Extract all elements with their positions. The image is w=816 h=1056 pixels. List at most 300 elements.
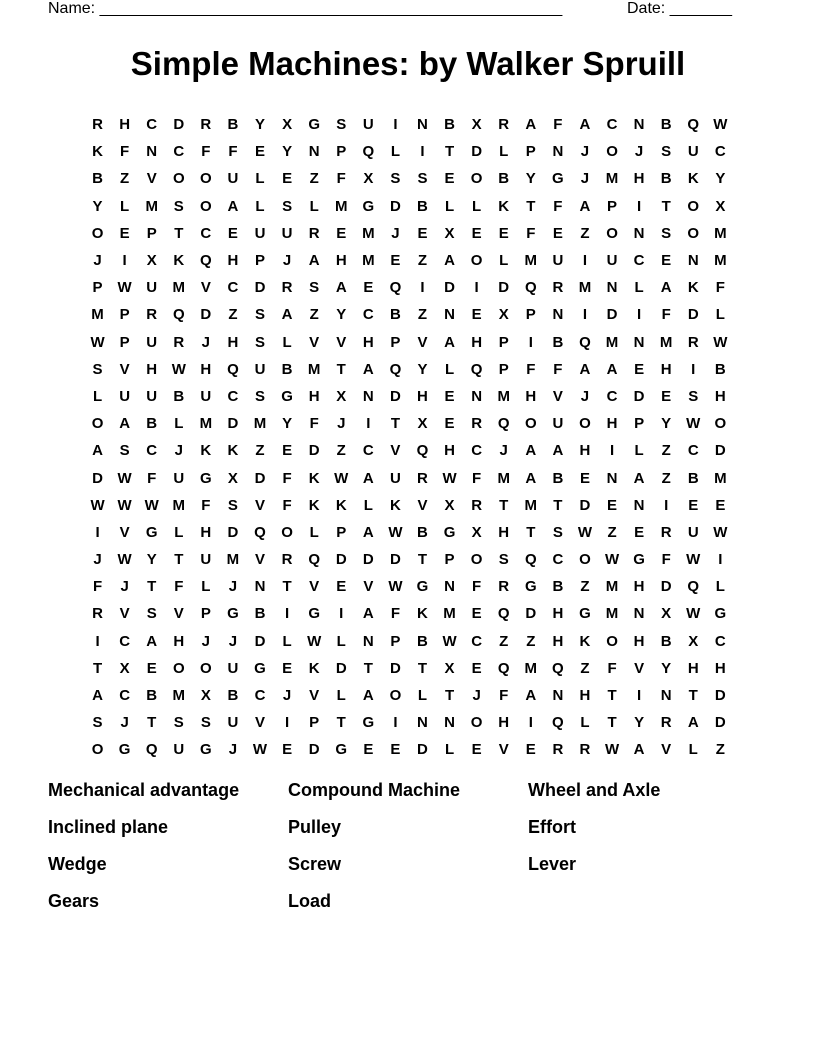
word-list-item: Load bbox=[288, 891, 331, 911]
grid-letter: R bbox=[417, 469, 428, 487]
grid-letter: A bbox=[308, 252, 320, 270]
grid-row bbox=[84, 274, 734, 301]
grid-letter: G bbox=[145, 523, 158, 541]
grid-letter: E bbox=[336, 578, 347, 596]
grid-letter: T bbox=[390, 415, 400, 433]
grid-letter: E bbox=[688, 496, 699, 514]
grid-letter: E bbox=[282, 170, 293, 188]
grid-letter: E bbox=[661, 252, 672, 270]
grid-letter: U bbox=[146, 387, 158, 405]
grid-letter: T bbox=[147, 714, 157, 732]
grid-letter: N bbox=[552, 306, 564, 324]
grid-letter: Q bbox=[254, 523, 266, 541]
grid-letter: M bbox=[714, 224, 727, 242]
grid-row bbox=[84, 546, 734, 573]
grid-letter: N bbox=[687, 252, 699, 270]
grid-letter: F bbox=[526, 360, 536, 378]
grid-row bbox=[84, 573, 734, 600]
grid-letter: U bbox=[687, 523, 699, 541]
grid-letter: B bbox=[254, 605, 266, 623]
grid-letter: D bbox=[687, 306, 699, 324]
grid-letter: J bbox=[580, 387, 590, 405]
grid-letter: L bbox=[309, 523, 319, 541]
grid-letter: E bbox=[525, 741, 536, 759]
grid-letter: D bbox=[579, 496, 591, 514]
grid-letter: F bbox=[174, 578, 184, 596]
grid-letter: A bbox=[525, 116, 537, 134]
grid-letter: R bbox=[200, 116, 212, 134]
grid-letter: Y bbox=[715, 170, 726, 188]
grid-letter: C bbox=[119, 687, 131, 705]
grid-letter: K bbox=[308, 496, 320, 514]
grid-letter: O bbox=[172, 170, 185, 188]
grid-letter: P bbox=[390, 632, 401, 650]
grid-letter: R bbox=[471, 415, 483, 433]
grid-letter: N bbox=[417, 116, 428, 134]
grid-letter: L bbox=[634, 279, 644, 297]
grid-letter: G bbox=[254, 659, 266, 677]
grid-letter: L bbox=[120, 197, 130, 215]
grid-letter: F bbox=[309, 415, 319, 433]
grid-letter: F bbox=[201, 143, 211, 161]
grid-letter: B bbox=[417, 523, 428, 541]
grid-row bbox=[84, 329, 734, 356]
grid-letter: W bbox=[604, 741, 620, 759]
grid-letter: V bbox=[498, 741, 509, 759]
grid-letter: A bbox=[92, 687, 103, 705]
grid-letter: M bbox=[172, 687, 186, 705]
grid-letter: M bbox=[524, 659, 538, 677]
grid-letter: Z bbox=[309, 306, 319, 324]
grid-letter: S bbox=[309, 279, 320, 297]
grid-letter: H bbox=[714, 387, 726, 405]
grid-letter: D bbox=[389, 659, 401, 677]
grid-letter: G bbox=[118, 741, 131, 759]
grid-row bbox=[84, 655, 734, 682]
grid-letter: F bbox=[282, 469, 292, 487]
grid-letter: S bbox=[661, 224, 672, 242]
grid-letter: N bbox=[633, 605, 645, 623]
grid-letter: C bbox=[552, 551, 564, 569]
word-search-grid bbox=[84, 111, 734, 764]
grid-letter: H bbox=[498, 714, 510, 732]
grid-letter: Z bbox=[499, 632, 509, 650]
grid-letter: T bbox=[174, 551, 184, 569]
grid-letter: X bbox=[661, 605, 672, 623]
grid-letter: X bbox=[444, 659, 455, 677]
grid-letter: E bbox=[119, 224, 130, 242]
grid-row bbox=[84, 220, 734, 247]
grid-letter: X bbox=[363, 170, 374, 188]
grid-letter: W bbox=[388, 523, 403, 541]
grid-letter: C bbox=[227, 387, 239, 405]
grid-letter: X bbox=[471, 116, 482, 134]
grid-letter: U bbox=[200, 551, 212, 569]
grid-letter: P bbox=[390, 333, 401, 351]
grid-letter: A bbox=[362, 605, 374, 623]
grid-letter: C bbox=[362, 442, 374, 460]
grid-letter: K bbox=[173, 252, 185, 270]
grid-letter: M bbox=[714, 252, 727, 270]
grid-letter: E bbox=[390, 741, 401, 759]
grid-letter: B bbox=[389, 306, 401, 324]
grid-letter: I bbox=[637, 687, 642, 705]
grid-letter: R bbox=[92, 605, 103, 623]
grid-letter: T bbox=[417, 551, 428, 569]
grid-letter: L bbox=[499, 143, 509, 161]
grid-letter: C bbox=[714, 143, 726, 161]
grid-letter: Z bbox=[526, 632, 536, 650]
date-field-label: Date: _______ bbox=[627, 0, 732, 17]
grid-letter: D bbox=[498, 279, 510, 297]
grid-letter: L bbox=[444, 360, 455, 378]
grid-letter: J bbox=[337, 415, 346, 433]
grid-letter: H bbox=[660, 360, 672, 378]
grid-letter: J bbox=[634, 143, 644, 161]
grid-letter: N bbox=[633, 333, 645, 351]
grid-letter: V bbox=[336, 333, 347, 351]
grid-letter: Y bbox=[282, 143, 293, 161]
grid-letter: B bbox=[552, 469, 564, 487]
grid-letter: O bbox=[579, 415, 591, 433]
grid-letter: V bbox=[255, 714, 266, 732]
grid-row bbox=[84, 464, 734, 491]
grid-letter: O bbox=[470, 252, 483, 270]
grid-letter: Z bbox=[120, 170, 130, 188]
grid-letter: L bbox=[282, 333, 292, 351]
grid-letter: Q bbox=[145, 741, 158, 759]
grid-letter: O bbox=[389, 687, 402, 705]
grid-letter: B bbox=[417, 632, 428, 650]
grid-letter: C bbox=[633, 252, 645, 270]
grid-letter: J bbox=[472, 687, 481, 705]
grid-letter: D bbox=[714, 442, 726, 460]
grid-letter: A bbox=[525, 442, 537, 460]
grid-letter: L bbox=[634, 442, 644, 460]
grid-row bbox=[84, 356, 734, 383]
grid-letter: L bbox=[309, 197, 319, 215]
grid-letter: V bbox=[255, 496, 266, 514]
grid-letter: K bbox=[308, 659, 320, 677]
grid-letter: H bbox=[227, 252, 239, 270]
word-list-item: Gears bbox=[48, 891, 100, 911]
grid-letter: Z bbox=[255, 442, 265, 460]
word-list-item: Inclined plane bbox=[48, 817, 169, 837]
grid-letter: T bbox=[336, 360, 346, 378]
grid-letter: Y bbox=[661, 415, 672, 433]
grid-letter: F bbox=[661, 551, 671, 569]
grid-letter: O bbox=[606, 632, 618, 650]
grid-row bbox=[84, 519, 734, 546]
grid-letter: C bbox=[254, 687, 266, 705]
grid-letter: E bbox=[607, 496, 618, 514]
grid-letter: E bbox=[552, 224, 563, 242]
grid-letter: B bbox=[444, 116, 455, 134]
grid-letter: N bbox=[146, 143, 158, 161]
grid-letter: M bbox=[199, 415, 213, 433]
grid-letter: N bbox=[417, 714, 428, 732]
grid-letter: H bbox=[119, 116, 131, 134]
grid-letter: Q bbox=[362, 143, 375, 161]
grid-letter: M bbox=[334, 197, 348, 215]
grid-letter: A bbox=[687, 714, 699, 732]
grid-letter: M bbox=[497, 469, 510, 487]
grid-row bbox=[84, 383, 734, 410]
grid-letter: Q bbox=[172, 306, 185, 324]
grid-letter: C bbox=[119, 632, 131, 650]
grid-letter: X bbox=[336, 387, 347, 405]
grid-letter: I bbox=[95, 632, 100, 650]
grid-letter: L bbox=[390, 143, 400, 161]
grid-letter: N bbox=[308, 143, 320, 161]
grid-letter: D bbox=[227, 415, 239, 433]
grid-letter: F bbox=[553, 197, 563, 215]
grid-letter: J bbox=[228, 632, 238, 650]
grid-letter: Q bbox=[389, 279, 402, 297]
grid-letter: R bbox=[281, 551, 293, 569]
grid-letter: V bbox=[390, 442, 401, 460]
grid-letter: F bbox=[201, 496, 211, 514]
grid-letter: R bbox=[173, 333, 185, 351]
grid-letter: R bbox=[281, 279, 293, 297]
grid-row bbox=[84, 165, 734, 192]
grid-letter: M bbox=[578, 279, 592, 297]
grid-letter: P bbox=[200, 605, 211, 623]
grid-letter: N bbox=[362, 632, 374, 650]
grid-letter: M bbox=[605, 578, 619, 596]
grid-letter: S bbox=[92, 714, 103, 732]
grid-letter: U bbox=[173, 469, 185, 487]
grid-letter: I bbox=[691, 360, 696, 378]
grid-letter: F bbox=[147, 469, 157, 487]
grid-letter: D bbox=[335, 551, 347, 569]
grid-letter: F bbox=[390, 605, 400, 623]
grid-letter: Q bbox=[552, 714, 564, 732]
grid-letter: H bbox=[335, 252, 347, 270]
grid-letter: Z bbox=[607, 523, 617, 541]
grid-letter: U bbox=[146, 333, 158, 351]
grid-letter: F bbox=[228, 143, 238, 161]
grid-letter: Z bbox=[661, 469, 671, 487]
grid-letter: H bbox=[200, 360, 212, 378]
grid-letter: H bbox=[227, 333, 239, 351]
grid-letter: R bbox=[471, 496, 483, 514]
grid-letter: K bbox=[227, 442, 239, 460]
grid-letter: F bbox=[92, 578, 103, 596]
grid-letter: U bbox=[227, 659, 239, 677]
grid-letter: J bbox=[391, 224, 400, 242]
grid-letter: B bbox=[92, 170, 103, 188]
grid-letter: Q bbox=[497, 415, 510, 433]
grid-letter: H bbox=[471, 333, 483, 351]
grid-letter: J bbox=[120, 714, 129, 732]
grid-letter: H bbox=[633, 578, 645, 596]
grid-letter: H bbox=[552, 605, 564, 623]
grid-letter: D bbox=[389, 197, 401, 215]
grid-letter: H bbox=[173, 632, 185, 650]
grid-letter: X bbox=[146, 252, 157, 270]
grid-letter: Y bbox=[255, 116, 266, 134]
grid-letter: G bbox=[227, 605, 239, 623]
grid-letter: W bbox=[334, 469, 349, 487]
grid-letter: L bbox=[336, 687, 346, 705]
grid-letter: C bbox=[146, 442, 158, 460]
grid-letter: M bbox=[253, 415, 267, 433]
grid-row bbox=[84, 410, 734, 437]
grid-letter: C bbox=[146, 116, 158, 134]
grid-letter: E bbox=[471, 605, 482, 623]
grid-letter: S bbox=[552, 523, 563, 541]
grid-letter: Y bbox=[525, 170, 536, 188]
grid-letter: T bbox=[526, 523, 536, 541]
grid-letter: U bbox=[389, 469, 401, 487]
grid-letter: H bbox=[714, 659, 726, 677]
grid-letter: A bbox=[633, 741, 645, 759]
grid-letter: M bbox=[172, 279, 186, 297]
grid-letter: D bbox=[444, 279, 455, 297]
grid-letter: L bbox=[688, 741, 698, 759]
grid-letter: S bbox=[255, 306, 266, 324]
grid-letter: W bbox=[686, 551, 701, 569]
grid-letter: D bbox=[660, 578, 672, 596]
grid-letter: G bbox=[362, 714, 375, 732]
grid-letter: V bbox=[119, 523, 130, 541]
grid-letter: D bbox=[633, 387, 645, 405]
grid-letter: C bbox=[687, 442, 699, 460]
grid-letter: Q bbox=[579, 333, 591, 351]
grid-letter: X bbox=[417, 415, 428, 433]
grid-letter: U bbox=[173, 741, 185, 759]
grid-letter: S bbox=[661, 143, 672, 161]
grid-letter: V bbox=[417, 496, 428, 514]
grid-letter: U bbox=[227, 714, 239, 732]
grid-letter: J bbox=[201, 333, 211, 351]
grid-letter: O bbox=[470, 714, 483, 732]
grid-letter: O bbox=[281, 523, 293, 541]
grid-letter: M bbox=[145, 197, 158, 215]
grid-letter: T bbox=[363, 659, 373, 677]
grid-letter: Q bbox=[200, 252, 212, 270]
grid-letter: A bbox=[579, 197, 591, 215]
grid-letter: R bbox=[660, 523, 672, 541]
grid-letter: N bbox=[552, 687, 564, 705]
grid-letter: E bbox=[471, 224, 482, 242]
grid-letter: M bbox=[443, 605, 456, 623]
grid-letter: C bbox=[173, 143, 185, 161]
grid-letter: U bbox=[552, 415, 564, 433]
grid-letter: S bbox=[688, 387, 699, 405]
grid-letter: Q bbox=[389, 360, 402, 378]
grid-letter: O bbox=[91, 415, 104, 433]
grid-letter: Q bbox=[227, 360, 239, 378]
grid-letter: P bbox=[525, 143, 536, 161]
grid-letter: Q bbox=[497, 659, 510, 677]
grid-letter: D bbox=[227, 523, 239, 541]
grid-letter: P bbox=[119, 306, 130, 324]
grid-letter: M bbox=[91, 306, 104, 324]
grid-letter: C bbox=[200, 224, 212, 242]
grid-letter: S bbox=[227, 496, 238, 514]
word-list-item: Screw bbox=[288, 854, 342, 874]
grid-letter: B bbox=[552, 578, 564, 596]
grid-letter: S bbox=[417, 170, 428, 188]
grid-letter: N bbox=[444, 714, 455, 732]
grid-letter: R bbox=[552, 741, 564, 759]
grid-letter: N bbox=[606, 279, 618, 297]
grid-letter: L bbox=[580, 714, 590, 732]
grid-letter: V bbox=[200, 279, 211, 297]
grid-letter: B bbox=[687, 469, 699, 487]
grid-letter: K bbox=[579, 632, 591, 650]
grid-row bbox=[84, 301, 734, 328]
grid-letter: Y bbox=[336, 306, 347, 324]
grid-letter: L bbox=[472, 197, 482, 215]
grid-letter: V bbox=[119, 605, 130, 623]
grid-letter: S bbox=[336, 116, 347, 134]
grid-letter: Z bbox=[580, 224, 590, 242]
grid-letter: I bbox=[339, 605, 344, 623]
grid-letter: Q bbox=[552, 659, 564, 677]
grid-letter: M bbox=[605, 333, 619, 351]
grid-letter: I bbox=[582, 252, 588, 270]
grid-letter: W bbox=[388, 578, 403, 596]
header-line bbox=[48, 0, 748, 20]
grid-letter: W bbox=[442, 469, 457, 487]
grid-letter: B bbox=[660, 632, 672, 650]
grid-letter: G bbox=[335, 741, 348, 759]
grid-letter: A bbox=[444, 333, 455, 351]
grid-letter: V bbox=[634, 659, 645, 677]
grid-letter: X bbox=[444, 496, 455, 514]
grid-letter: P bbox=[525, 306, 536, 324]
grid-letter: N bbox=[471, 387, 483, 405]
grid-letter: L bbox=[255, 170, 265, 188]
grid-letter: I bbox=[582, 306, 588, 324]
grid-letter: U bbox=[227, 170, 239, 188]
grid-letter: D bbox=[254, 632, 266, 650]
grid-letter: M bbox=[524, 252, 538, 270]
grid-letter: K bbox=[92, 143, 103, 161]
grid-letter: Y bbox=[92, 197, 103, 215]
grid-letter: T bbox=[444, 687, 455, 705]
grid-letter: H bbox=[200, 523, 212, 541]
grid-letter: N bbox=[552, 143, 564, 161]
grid-letter: F bbox=[553, 360, 563, 378]
grid-letter: W bbox=[117, 551, 132, 569]
grid-letter: D bbox=[389, 387, 401, 405]
grid-letter: D bbox=[254, 279, 266, 297]
grid-letter: A bbox=[633, 469, 645, 487]
grid-letter: K bbox=[308, 469, 320, 487]
grid-letter: E bbox=[282, 442, 293, 460]
grid-letter: O bbox=[200, 197, 212, 215]
grid-letter: E bbox=[715, 496, 726, 514]
grid-letter: A bbox=[362, 523, 374, 541]
grid-row bbox=[84, 247, 734, 274]
grid-letter: R bbox=[308, 224, 320, 242]
grid-letter: A bbox=[579, 116, 591, 134]
grid-letter: E bbox=[282, 659, 293, 677]
grid-letter: L bbox=[444, 197, 455, 215]
grid-letter: W bbox=[604, 551, 620, 569]
grid-letter: D bbox=[606, 306, 618, 324]
grid-letter: D bbox=[362, 551, 374, 569]
grid-letter: Q bbox=[687, 578, 700, 596]
grid-letter: Z bbox=[580, 578, 590, 596]
grid-letter: F bbox=[553, 116, 563, 134]
grid-letter: C bbox=[606, 116, 618, 134]
grid-letter: H bbox=[579, 687, 591, 705]
